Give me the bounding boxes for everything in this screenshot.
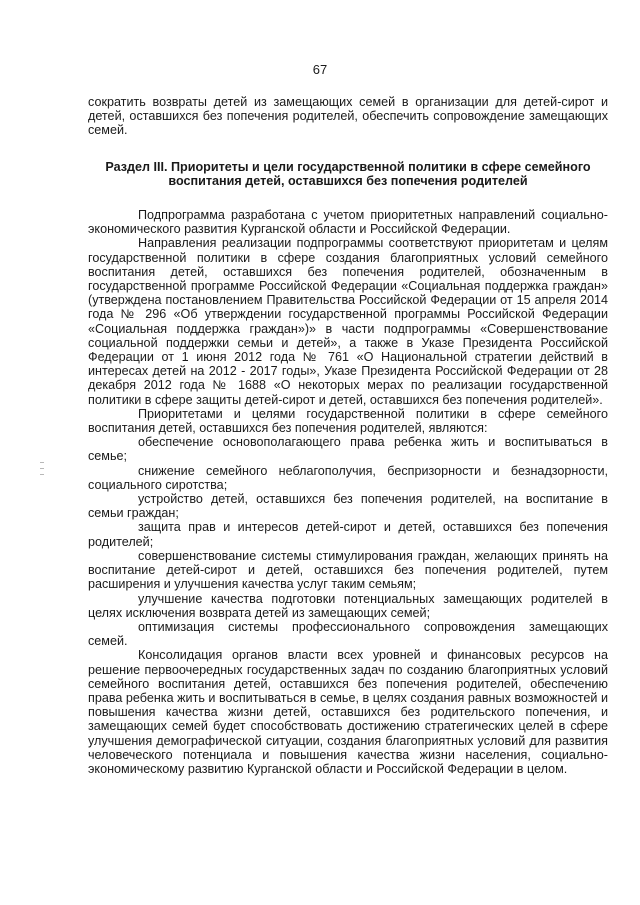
list-item: обеспечение основополагающего права ребенка жить и воспитываться в семье; xyxy=(88,435,608,464)
list-item: совершенствование системы стимулирования граждан, желающих принять на воспитание детей-сирот и детей, оставшихся без попечения родителей, путем расширения и улучшения качества услуг таким семьям; xyxy=(88,548,608,592)
scan-artifact xyxy=(40,474,44,475)
scan-artifact xyxy=(40,468,44,469)
list-item: улучшение качества подготовки потенциальных замещающих родителей в целях исключения возврата детей из замещающих семей; xyxy=(88,591,608,620)
paragraph: Приоритетами и целями государственной политики в сфере семейного воспитания детей, оставшихся без попечения родителей, являются: xyxy=(88,406,608,436)
page-number: 67 xyxy=(312,62,328,77)
list-item: защита прав и интересов детей-сирот и детей, оставшихся без попечения родителей; xyxy=(88,520,608,549)
paragraph-continuation: сократить возвраты детей из замещающих семей в организации для детей-сирот и детей, оставшихся без попечения родителей, обеспечить сопровождение замещающих семей. xyxy=(88,95,608,138)
list-item: снижение семейного неблагополучия, беспризорности и безнадзорности, социального сиротства; xyxy=(88,463,608,492)
paragraph: Направления реализации подпрограммы соответствуют приоритетам и целям государственной политики в сфере создания благоприятных условий семейного воспитания детей, оставшихся без попечения родителей, обозначенным в государственной программе Российской Федерации «Социальная поддержка граждан» (утверждена постановлением Правительства Российской Федерации от 15 апреля 2014 года № 296 «Об утверждении государственной программы Российской Федерации «Социальная поддержка граждан»)» в части подпрограммы «Совершенствование социальной поддержки семьи и детей», а также в Указе Президента Российской Федерации от 1 июня 2012 года № 761 «О Национальной стратегии действий в интересах детей на 2012 - 2017 годы», Указе Президента Российской Федерации от 28 декабря 2012 года № 1688 «О некоторых мерах по реализации государственной политики в сфере защиты детей-сирот и детей, оставшихся без попечения родителей». xyxy=(88,236,608,407)
document-body xyxy=(88,95,608,776)
list-item: устройство детей, оставшихся без попечения родителей, на воспитание в семьи граждан; xyxy=(88,492,608,521)
paragraph: Подпрограмма разработана с учетом приоритетных направлений социально-экономического развития Курганской области и Российской Федерации. xyxy=(88,208,608,237)
section-heading: Раздел III. Приоритеты и цели государственной политики в сфере семейного воспитания детей, оставшихся без попечения родителей xyxy=(105,159,591,188)
scan-artifact xyxy=(40,462,44,463)
list-item: оптимизация системы профессионального сопровождения замещающих семей. xyxy=(88,619,608,649)
paragraph: Консолидация органов власти всех уровней и финансовых ресурсов на решение первоочередных государственных задач по созданию благоприятных условий семейного воспитания детей, оставшихся без попечения родителей, обеспечению права ребенка жить и воспитываться в семье, в целях создания равных возможностей и повышения качества жизни детей, оставшихся без родительского попечения, и замещающих семей будет способствовать достижению стратегических целей в сфере улучшения демографической ситуации, создания благоприятных условий для развития человеческого потенциала и повышения качества жизни населения, социально-экономическому развитию Курганской области и Российской Федерации в целом. xyxy=(88,648,608,776)
